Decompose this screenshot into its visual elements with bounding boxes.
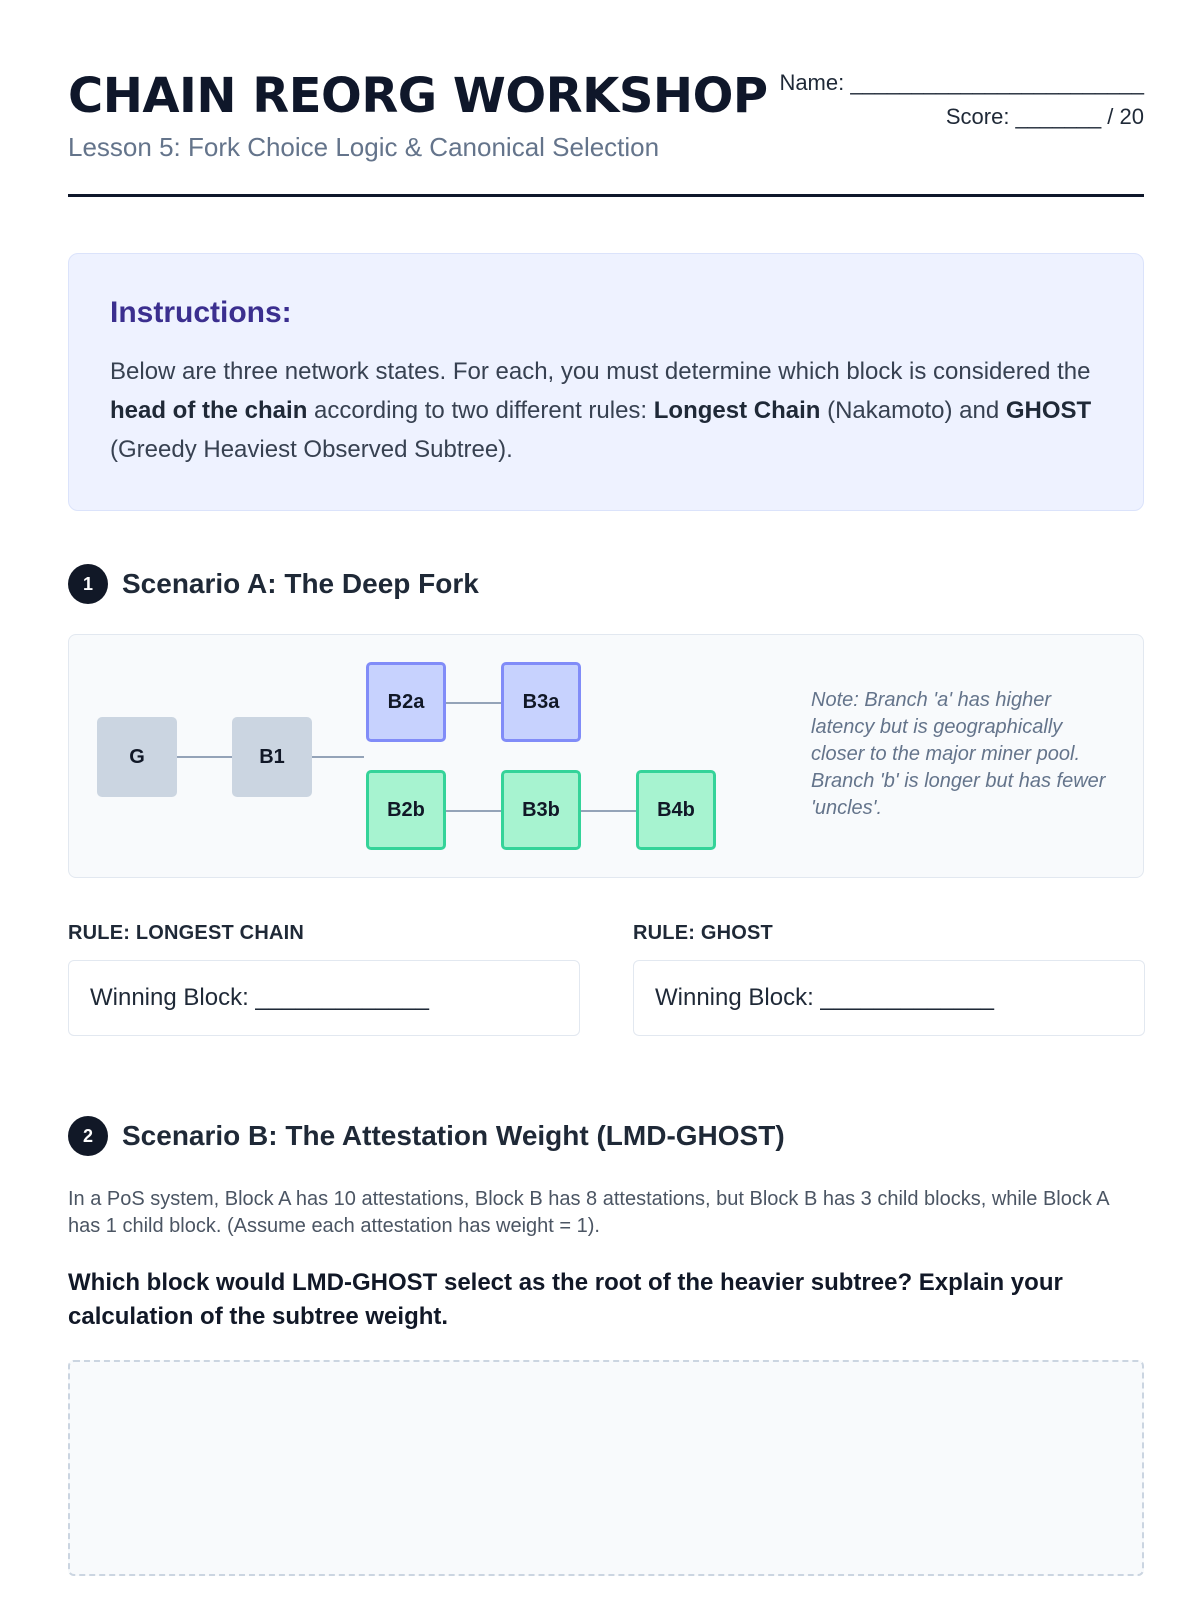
block-b3a: B3a [501,662,581,742]
block-b4b: B4b [636,770,716,850]
scenario-a-heading [68,564,479,604]
page-title: CHAIN REORG WORKSHOP [68,68,768,124]
block-b1: B1 [232,717,312,797]
diagram-note: Note: Branch 'a' has higher latency but is geographically closer to the major miner pool. Branch 'b' is longer but has fewer 'uncles'. [811,689,1106,819]
link-b3b-b4b [581,810,637,812]
instructions-emphasis-longest: Longest Chain [653,397,821,424]
scenario-number-badge: 1 [68,564,108,604]
scenario-b-title: Scenario B: The Attestation Weight (LMD-GHOST) [122,1120,785,1151]
link-b1-fork [312,756,364,758]
scenario-a-title: Scenario A: The Deep Fork [122,568,479,599]
instructions-box [68,253,1144,511]
scenario-b-description: In a PoS system, Block A has 10 attestations, Block B has 8 attestations, but Block B has 3 child blocks, while Block A has 1 child block. (Assume each attestation has weight = 1). [68,1188,1109,1237]
winning-block-ghost-field[interactable]: Winning Block: _____________ [633,960,1145,1036]
block-b3b: B3b [501,770,581,850]
instructions-text-part: (Greedy Heaviest Observed Subtree). [110,436,513,463]
scenario-b-heading [68,1116,785,1156]
scenario-b-question: Which block would LMD-GHOST select as the root of the heavier subtree? Explain your calculation of the subtree weight. [68,1269,1063,1330]
page-subtitle: Lesson 5: Fork Choice Logic & Canonical Selection [68,132,660,162]
block-g: G [97,717,177,797]
header-divider [68,194,1144,197]
instructions-emphasis-head: head of the chain [110,397,308,424]
rule-longest-chain-label: RULE: LONGEST CHAIN [68,922,305,944]
score-field[interactable]: Score: _______ / 20 [945,104,1144,129]
instructions-text-part: according to two different rules: [307,397,654,424]
instructions-text-part: (Nakamoto) and [820,397,1006,424]
link-b2b-b3b [446,810,502,812]
block-b2b: B2b [366,770,446,850]
link-b2a-b3a [446,702,502,704]
scenario-number-badge: 2 [68,1116,108,1156]
worksheet-page [68,0,1144,1600]
rule-ghost-label: RULE: GHOST [633,922,773,944]
block-b2a: B2a [366,662,446,742]
fork-diagram [68,634,1144,878]
link-g-b1 [176,756,232,758]
winning-block-longest-field[interactable]: Winning Block: _____________ [68,960,580,1036]
instructions-emphasis-ghost: GHOST [1005,397,1092,424]
answer-area[interactable] [68,1360,1144,1576]
instructions-text-part: Below are three network states. For each, you must determine which block is considered the [110,358,1091,385]
name-field[interactable]: Name: ________________________ [779,70,1144,95]
instructions-text [110,352,1103,469]
instructions-title: Instructions: [110,296,292,329]
